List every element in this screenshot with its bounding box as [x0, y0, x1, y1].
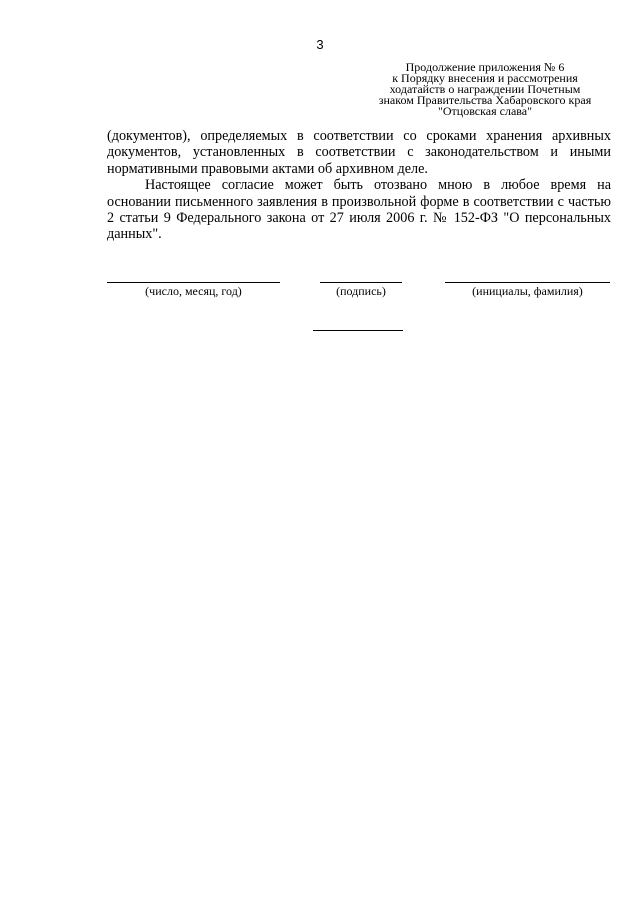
name-field-label: (инициалы, фамилия) [472, 284, 583, 298]
appendix-header-line-3: ходатайств о награждении Почетным [389, 82, 581, 96]
paragraph-archive-terms: (документов), определяемых в соответствии со сроками хранения архивных документов, установленных в соответствии с законодательством и иными нормативными правовыми актами об архивном деле. [107, 128, 611, 177]
date-field-label: (число, месяц, год) [145, 284, 242, 298]
signature-field-label: (подпись) [336, 284, 386, 298]
appendix-header [370, 62, 600, 117]
appendix-header-line-1: Продолжение приложения № 6 [405, 60, 565, 74]
appendix-header-line-5: "Отцовская слава" [437, 104, 533, 118]
appendix-header-line-2: к Порядку внесения и рассмотрения [392, 71, 578, 85]
consent-body [107, 128, 611, 243]
appendix-header-line-4: знаком Правительства Хабаровского края [378, 93, 592, 107]
name-field-line [445, 282, 610, 283]
closing-separator-line [313, 330, 403, 331]
page-number: 3 [316, 37, 324, 52]
signature-field-line [320, 282, 402, 283]
date-field-line [107, 282, 280, 283]
paragraph-revocation: Настоящее согласие может быть отозвано мною в любое время на основании письменного заявления в произвольной форме в соответствии с частью 2 статьи 9 Федерального закона от 27 июля 2006 г. № 152-ФЗ "О персональных данных". [107, 177, 611, 243]
